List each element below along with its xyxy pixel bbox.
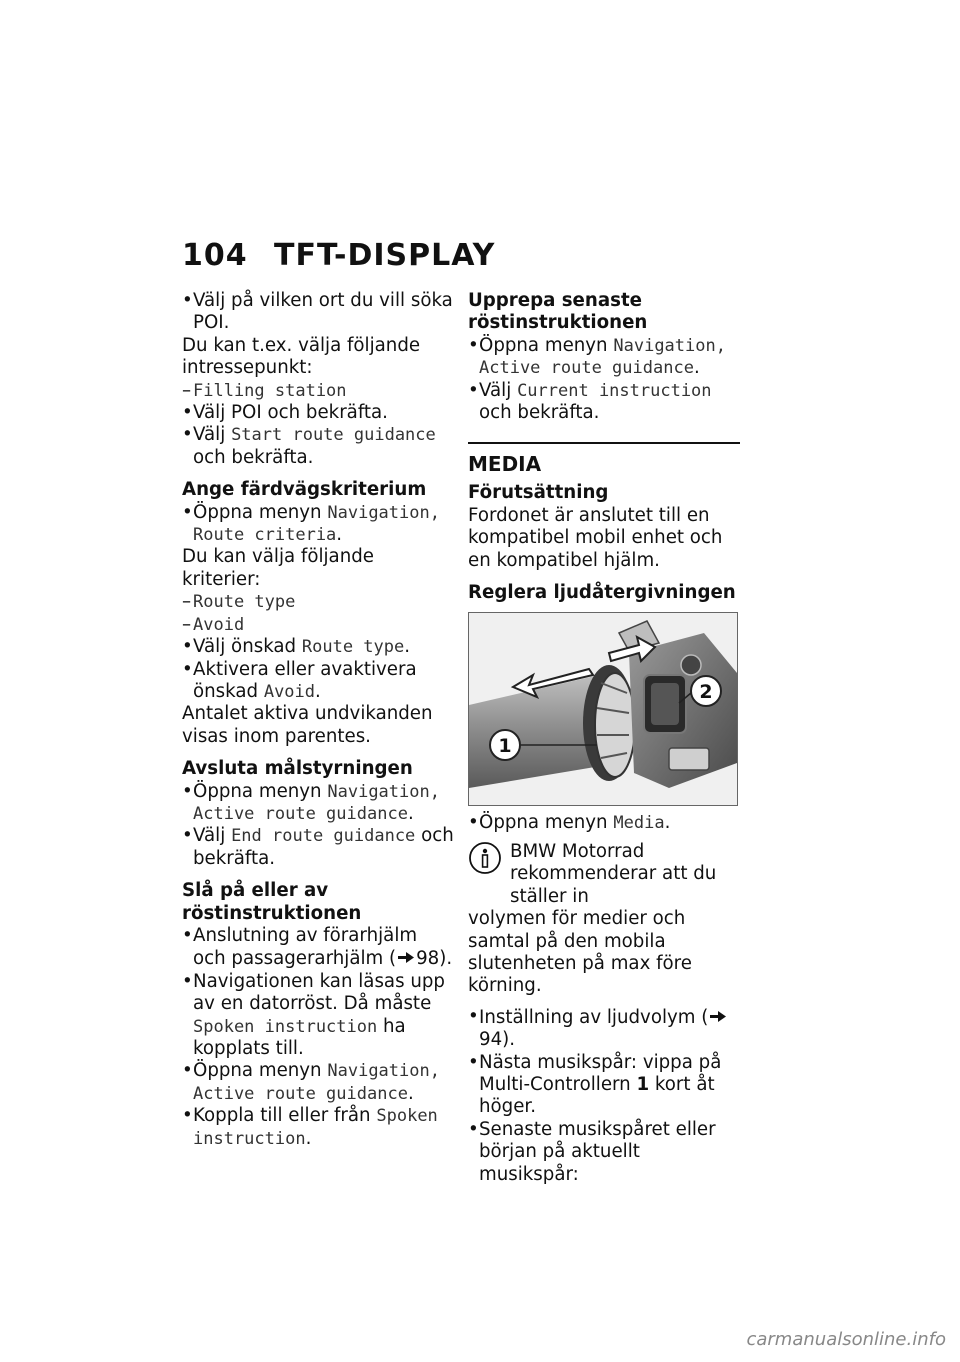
- heading-route-criteria: Ange färdvägskriterium: [182, 479, 427, 501]
- figure-label-2: 2: [699, 681, 713, 704]
- dash-item: – Avoid: [182, 613, 245, 635]
- list-item: • Koppla till eller från Spoken instruction.: [182, 1105, 438, 1149]
- heading-end-guidance: Avsluta målstyrningen: [182, 758, 413, 780]
- heading-voice-toggle: Slå på eller av röstinstruktionen: [182, 880, 362, 924]
- list-item: • Senaste musikspåret eller början på aktuellt musikspår:: [468, 1118, 716, 1185]
- list-item: • Öppna menyn Navigation, Active route guidance.: [468, 334, 726, 379]
- note-first-lines: BMW Motorrad rekommenderar att du ställer in: [510, 840, 717, 907]
- list-item: • Öppna menyn Media.: [468, 812, 671, 834]
- dash-item: – Route type: [182, 591, 296, 613]
- note-continuation: volymen för medier och samtal på den mobila slutenheten på max före körning.: [468, 908, 692, 997]
- right-column: [468, 290, 740, 1186]
- section-title: TFT-DISPLAY: [274, 238, 496, 273]
- list-item: • Inställning av ljudvolym (94).: [468, 1006, 740, 1052]
- page-reference-arrow-icon: [710, 1006, 726, 1017]
- page-header: [182, 238, 495, 273]
- list-item: • Välj POI och bekräfta.: [182, 402, 388, 424]
- list-item: • Aktivera eller avaktivera önskad Avoid.: [182, 658, 417, 702]
- list-item: • Nästa musikspår: vippa på Multi-Controllern 1 kort åt höger.: [468, 1051, 722, 1118]
- list-item: • Välj önskad Route type.: [182, 636, 411, 658]
- heading-volume: Reglera ljudåtergivningen: [468, 582, 736, 604]
- paragraph: Du kan välja följande kriterier:: [182, 546, 374, 590]
- list-item: • Välj End route guidance och bekräfta.: [182, 825, 454, 869]
- heading-prerequisite: Förutsättning: [468, 482, 609, 504]
- info-icon: [468, 841, 502, 875]
- left-column: [182, 290, 454, 1150]
- paragraph: Fordonet är anslutet till en kompatibel mobil enhet och en kompatibel hjälm.: [468, 504, 723, 571]
- page-number: 104: [182, 238, 248, 273]
- dash-item: – Filling station: [182, 379, 347, 401]
- page-reference-arrow-icon: [398, 947, 414, 958]
- list-item: • Navigationen kan läsas upp av en datorröst. Då måste Spoken instruction ha kopplats till.: [182, 970, 445, 1059]
- watermark: carmanualsonline.info: [746, 1329, 946, 1350]
- handlebar-controller-figure: [468, 612, 738, 806]
- heading-repeat-voice: Upprepa senaste röstinstruktionen: [468, 290, 648, 334]
- list-item: • Välj på vilken ort du vill söka POI.: [182, 290, 453, 334]
- list-item: • Välj Current instruction och bekräfta.: [468, 379, 712, 424]
- list-item: • Välj Start route guidance och bekräfta.: [182, 424, 436, 468]
- paragraph: Du kan t.ex. välja följande intressepunkt:: [182, 334, 421, 379]
- list-item: • Anslutning av förarhjälm och passagerarhjälm ( 98).: [182, 924, 453, 970]
- section-divider: [468, 442, 740, 444]
- info-note: [468, 841, 740, 908]
- list-item: • Öppna menyn Navigation, Active route guidance.: [182, 780, 440, 824]
- list-item: • Öppna menyn Navigation, Active route guidance.: [182, 1060, 440, 1104]
- paragraph: Antalet aktiva undvikanden visas inom parentes.: [182, 703, 433, 747]
- list-item: • Öppna menyn Navigation, Route criteria.: [182, 501, 440, 546]
- figure-label-1: 1: [498, 735, 512, 758]
- heading-media: MEDIA: [468, 452, 542, 477]
